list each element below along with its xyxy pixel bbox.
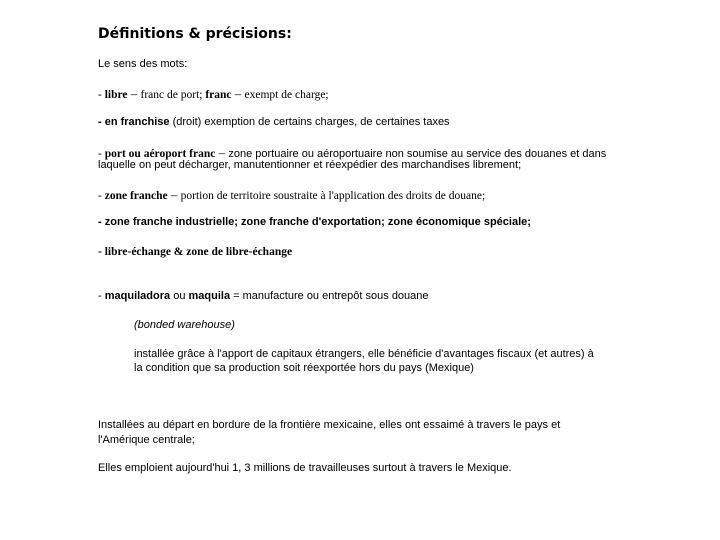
- definition-text: (droit) exemption de certains charges, de certaines taxes: [169, 116, 450, 128]
- dash: –: [167, 187, 181, 202]
- term-zone-franche: zone franche: [104, 190, 168, 202]
- paragraph-1-line2: l'Amérique centrale;: [98, 434, 195, 446]
- term-maquila: maquila: [188, 290, 231, 302]
- installed-text-line2: la condition que sa production soit réexportée hors du pays (Mexique): [134, 362, 474, 374]
- paragraph-2: Elles emploient aujourd'hui 1, 3 millions de travailleuses surtout à travers le Mexique.: [98, 462, 512, 474]
- definition-text: zone portuaire ou aéroportuaire non soumise au service des douanes et dans: [228, 148, 607, 160]
- bonded-warehouse: (bonded warehouse): [134, 319, 235, 331]
- page-title: Définitions & précisions:: [98, 26, 292, 42]
- definition-text: exempt de charge;: [244, 89, 329, 101]
- definition-en-franchise: [98, 116, 450, 128]
- term-franc: franc: [205, 89, 232, 101]
- term-maquiladora: maquiladora: [104, 290, 171, 302]
- definition-port-franc-cont: laquelle on peut décharger, manutentionner et réexpédier des marchandises librement;: [98, 159, 522, 171]
- zone-types: - zone franche industrielle; zone franche d'exportation; zone économique spéciale;: [98, 216, 531, 228]
- definition-libre: [98, 86, 329, 102]
- term-libre: libre: [104, 89, 128, 101]
- paragraph-1-line1: Installées au départ en bordure de la frontière mexicaine, elles ont essaimé à travers le pays et: [98, 419, 561, 431]
- dash: –: [231, 86, 245, 101]
- dash: –: [215, 145, 229, 160]
- bullet-dash: -: [98, 290, 105, 302]
- connector-text: ou: [170, 290, 189, 302]
- libre-echange: - libre-échange & zone de libre-échange: [98, 246, 293, 258]
- definition-maquiladora: [98, 290, 429, 302]
- definition-zone-franche: [98, 187, 485, 203]
- bullet-dash: -: [98, 190, 105, 202]
- definition-text: portion de territoire soustraite à l'application des droits de douane;: [180, 190, 486, 202]
- dash: –: [127, 86, 141, 101]
- bullet-dash: -: [98, 148, 105, 160]
- definition-text: = manufacture ou entrepôt sous douane: [230, 290, 429, 302]
- definition-text: franc de port;: [140, 89, 206, 101]
- installed-text-line1: installée grâce à l'apport de capitaux étrangers, elle bénéficie d'avantages fiscaux (et autres) à: [134, 348, 594, 360]
- term-port-franc: port ou aéroport franc: [104, 148, 216, 160]
- term-en-franchise: - en franchise: [98, 116, 170, 128]
- bullet-dash: -: [98, 89, 105, 101]
- intro-text: Le sens des mots:: [98, 58, 188, 70]
